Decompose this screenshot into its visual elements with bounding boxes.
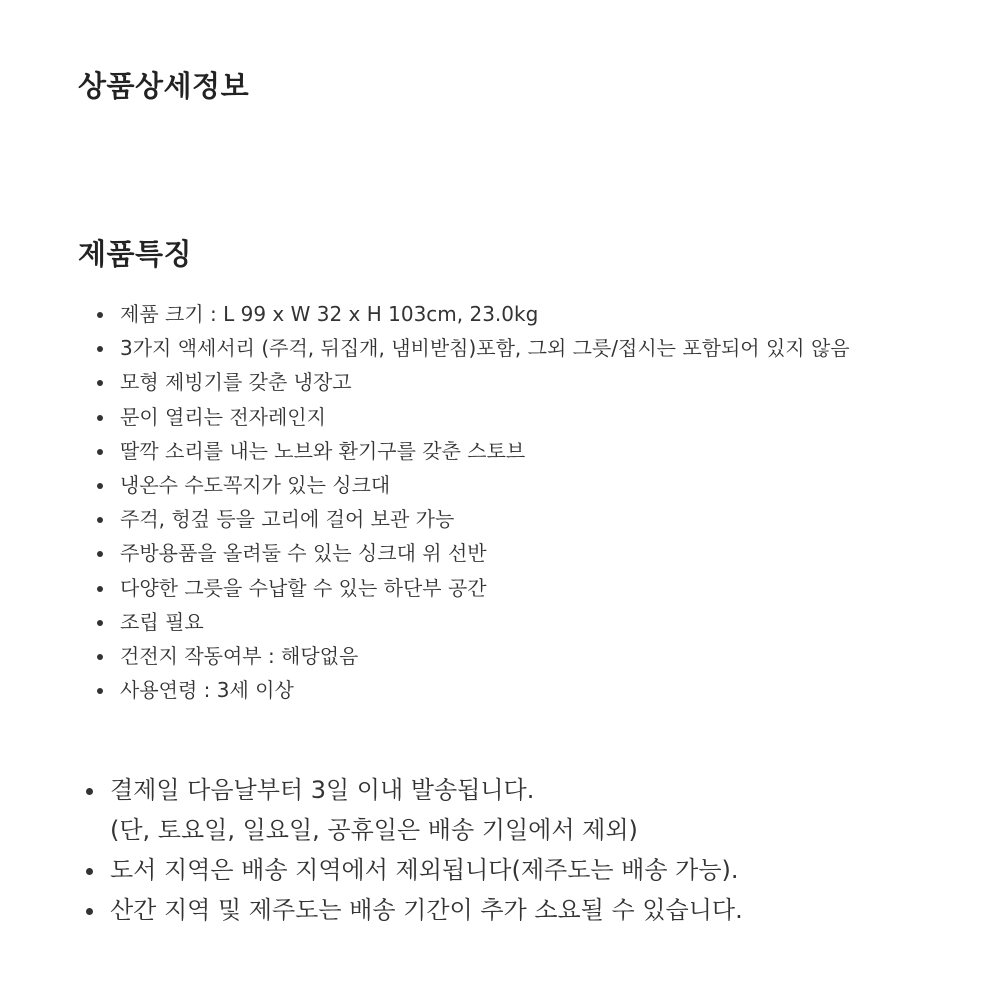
shipping-notice-item [84, 890, 743, 930]
shipping-notice-text: 산간 지역 및 제주도는 배송 기간이 추가 소요될 수 있습니다. [110, 896, 743, 924]
feature-item: 냉온수 수도꼭지가 있는 싱크대 [96, 468, 850, 502]
shipping-notice-item [84, 770, 743, 850]
page-title: 상품상세정보 [78, 69, 250, 103]
shipping-notice-item [84, 850, 743, 890]
feature-item: 문이 열리는 전자레인지 [96, 400, 850, 434]
features-list [96, 297, 850, 707]
shipping-notice-list [84, 770, 743, 930]
shipping-notice-text: 결제일 다음날부터 3일 이내 발송됩니다. [110, 776, 535, 804]
feature-item: 딸깍 소리를 내는 노브와 환기구를 갖춘 스토브 [96, 434, 850, 468]
feature-item: 사용연령 : 3세 이상 [96, 673, 850, 707]
feature-item: 주걱, 헝겊 등을 고리에 걸어 보관 가능 [96, 502, 850, 536]
feature-item: 3가지 액세서리 (주걱, 뒤집개, 냄비받침)포함, 그외 그릇/접시는 포함되어 있지 않음 [96, 331, 850, 365]
feature-item: 모형 제빙기를 갖춘 냉장고 [96, 365, 850, 399]
feature-item: 주방용품을 올려둘 수 있는 싱크대 위 선반 [96, 536, 850, 570]
features-section-title: 제품특징 [78, 237, 193, 271]
feature-item: 조립 필요 [96, 605, 850, 639]
feature-item: 제품 크기 : L 99 x W 32 x H 103cm, 23.0kg [96, 297, 850, 331]
shipping-notice-subtext: (단, 토요일, 일요일, 공휴일은 배송 기일에서 제외) [110, 816, 638, 844]
feature-item: 건전지 작동여부 : 해당없음 [96, 639, 850, 673]
feature-item: 다양한 그릇을 수납할 수 있는 하단부 공간 [96, 571, 850, 605]
shipping-notice-text: 도서 지역은 배송 지역에서 제외됩니다(제주도는 배송 가능). [110, 856, 739, 884]
